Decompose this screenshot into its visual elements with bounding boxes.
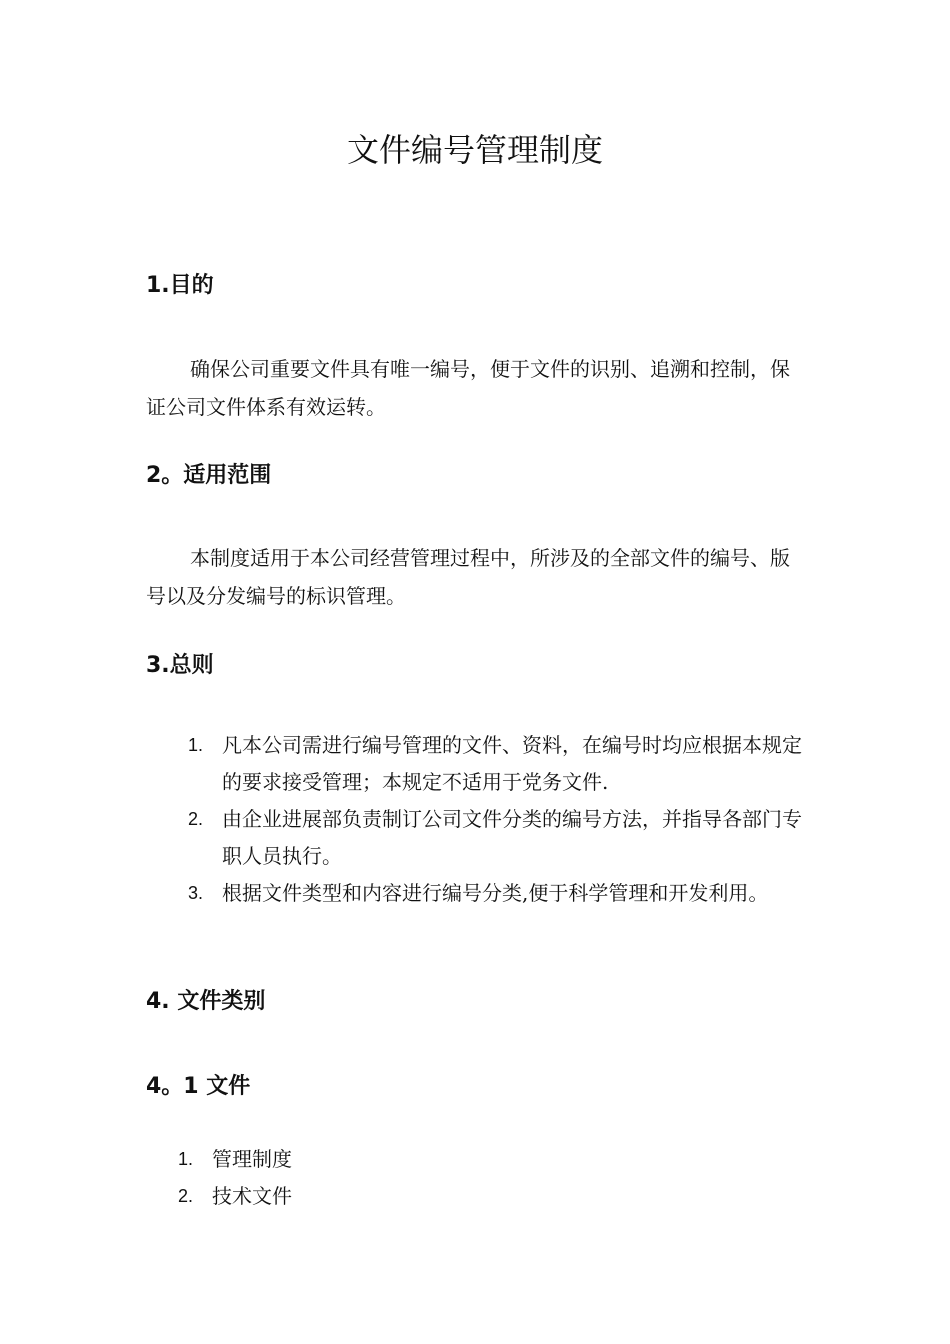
list-item	[188, 727, 812, 801]
file-types-list	[178, 1141, 712, 1215]
list-item	[188, 801, 812, 875]
list-item	[188, 875, 812, 912]
section-heading-general: 3.总则	[146, 653, 214, 678]
scope-paragraph: 本制度适用于本公司经营管理过程中，所涉及的全部文件的编号、版号以及分发编号的标识管理。	[146, 546, 790, 608]
list-item-number: 1.	[188, 735, 204, 755]
list-item-number: 3.	[188, 883, 204, 903]
section-heading-purpose: 1.目的	[146, 273, 214, 298]
list-item-number: 2.	[178, 1186, 194, 1206]
list-item-number: 1.	[178, 1149, 194, 1169]
general-rules-list	[188, 727, 812, 912]
list-item-number: 2.	[188, 809, 204, 829]
list-item-text: 根据文件类型和内容进行编号分类,便于科学管理和开发利用。	[222, 881, 769, 905]
document-title: 文件编号管理制度	[346, 131, 603, 169]
purpose-paragraph: 确保公司重要文件具有唯一编号，便于文件的识别、追溯和控制，保证公司文件体系有效运转。	[146, 357, 790, 419]
section-heading-files: 4。1 文件	[146, 1074, 251, 1099]
list-item-text: 由企业进展部负责制订公司文件分类的编号方法，并指导各部门专职人员执行。	[222, 807, 802, 868]
list-item-text: 凡本公司需进行编号管理的文件、资料，在编号时均应根据本规定的要求接受管理；本规定不适用于党务文件.	[222, 733, 802, 794]
list-item	[178, 1141, 712, 1178]
section-heading-categories: 4. 文件类别	[146, 989, 266, 1014]
list-item-text: 管理制度	[212, 1147, 292, 1171]
section-heading-scope: 2。适用范围	[146, 463, 272, 488]
list-item-text: 技术文件	[212, 1184, 292, 1208]
list-item	[178, 1178, 712, 1215]
